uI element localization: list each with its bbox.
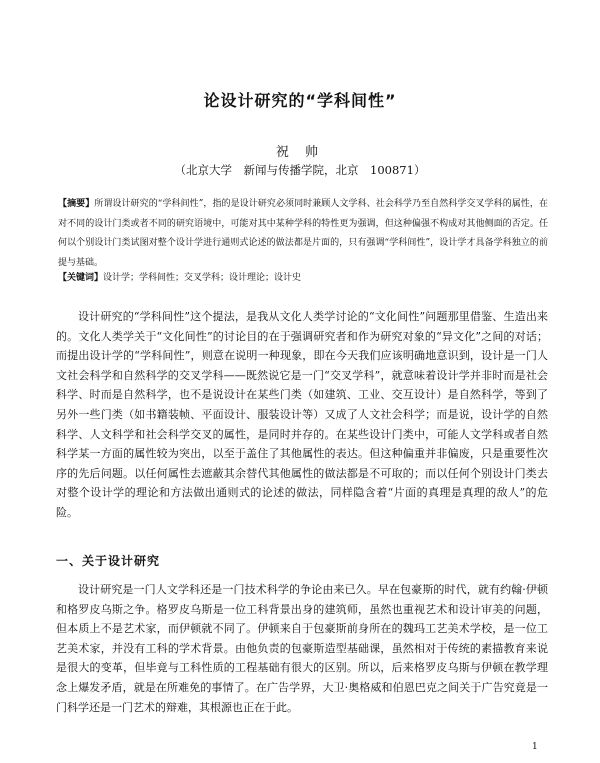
page-number: 1	[532, 742, 538, 752]
section-heading: 一、关于设计研究	[56, 554, 161, 568]
intro-paragraph: 设计研究的“学科间性”这个提法，是我从文化人类学讨论的“文化间性”问题那里借鉴、生造出来的。文化人类学关于“文化间性”的讨论目的在于强调研究者和作为研究对象的“异文化”之间的对话；而提出设计学的“学科间性”，则意在说明一种现象，即在今天我们应该明确地意识到，设计是一门人文社会科学和自然科学的交叉学科——既然说它是一门“交叉学科”，就意味着设计学并非时而是社会科学、时而是自然科学，也不是说设计在某些门类（如建筑、工业、交互设计）是自然科学，等到了另外一些门类（如书籍装帧、平面设计、服装设计等）又成了人文社会科学；而是说，设计学的自然科学、人文科学和社会科学交叉的属性，是同时并存的。在某些设计门类中，可能人文学科或者自然科学某一方面的属性较为突出，以至于盖住了其他属性的表达。但这种偏重并非偏废，只是重要性次序的先后问题。以任何属性去遮蔽其余替代其他属性的做法都是不可取的；而以任何个别设计门类去对整个设计学的理论和方法做出通则式的论述的做法，同样隐含着“片面的真理是真理的敌人”的危险。	[56, 310, 548, 519]
keywords-label: 【关键词】	[58, 273, 104, 283]
author-affiliation: （北京大学 新闻与传播学院，北京 100871）	[174, 163, 426, 177]
section-paragraph: 设计研究是一门人文学科还是一门技术科学的争论由来已久。早在包豪斯的时代，就有约翰·伊顿和格罗皮乌斯之争。格罗皮乌斯是一位工科背景出身的建筑师，虽然也重视艺术和设计审美的问题，但本质上不是艺术家，而伊顿就不同了。伊顿来自于包豪斯前身所在的魏玛工艺美术学校，是一位工艺美术家，并没有工科的学术背景。由他负责的包豪斯造型基础课，虽然相对于传统的素描教育来说是很大的变革，但毕竟与工科性质的工程基础有很大的区别。所以，后来格罗皮乌斯与伊顿在教学理念上爆发矛盾，就是在所难免的事情了。在广告学界，大卫·奥格威和伯恩巴克之间关于广告究竟是一门科学还是一门艺术的辩难，其根源也正在于此。	[56, 583, 548, 714]
abstract-label: 【摘要】	[58, 199, 95, 209]
abstract-text: 所谓设计研究的“学科间性”，指的是设计研究必须同时兼顾人文学科、社会科学乃至自然科学交叉学科的属性，在对不同的设计门类或者不同的研究语境中，可能对其中某种学科的特性更为强调，但这种偏强不构成对其他侧面的否定。任何以个别设计门类试图对整个设计学进行通则式论述的做法都是片面的，只有强调“学科间性”，设计学才具备学科独立的前提与基础。	[58, 199, 548, 268]
abstract	[58, 195, 548, 273]
keywords	[58, 270, 548, 286]
keywords-text: 设计学；学科间性；交叉学科；设计理论；设计史	[103, 273, 302, 283]
paper-title: 论设计研究的“学科间性”	[203, 91, 397, 110]
author-name: 祝 帅	[275, 145, 325, 160]
